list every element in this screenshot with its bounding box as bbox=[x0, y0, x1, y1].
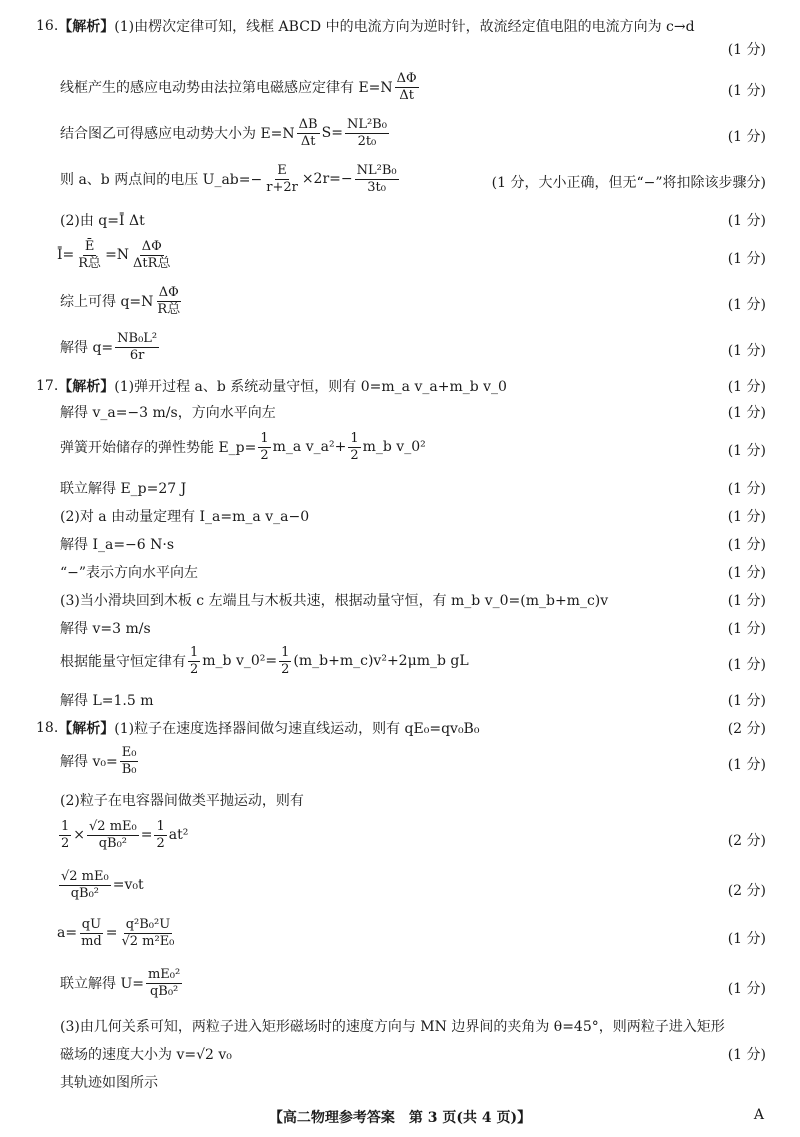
score: (1 分) bbox=[727, 443, 766, 459]
score: (1 分) bbox=[727, 1047, 766, 1063]
fraction: $\frac{\Delta\Phi}{\text{ΔtR总}}$ bbox=[133, 239, 171, 271]
score: (1 分) bbox=[727, 565, 766, 581]
q16-step-emf-value: 结合图乙可得感应电动势大小为 E=N $\frac{\Delta B}{\Delta t}$ S= $\frac{\text{NL²B₀}}{\text{2t₀}}$ (1 分) bbox=[60, 117, 766, 149]
fraction: $\frac{1}{2}$ bbox=[61, 819, 70, 851]
step-text: 解得 q= bbox=[60, 340, 114, 357]
step-text: 解得 v=3 m/s bbox=[60, 621, 151, 637]
step-text: (2)由 q=Ī Δt bbox=[60, 213, 145, 229]
score: (1 分) bbox=[727, 537, 766, 553]
score: (1 分) bbox=[727, 693, 766, 709]
q18-step-1 bbox=[0, 744, 800, 784]
q16-number: 16. bbox=[36, 18, 59, 34]
q18-step-4: $\frac{\text{√2 mE₀}}{\text{qB₀²}}$ =v₀t (2 分) bbox=[61, 869, 766, 901]
q17-step-4 bbox=[0, 504, 800, 528]
score: (1 分) bbox=[727, 379, 766, 395]
q17-header bbox=[0, 374, 800, 398]
q17-step-8 bbox=[0, 616, 800, 640]
q18-step-9 bbox=[0, 1070, 800, 1094]
score: (1 分) bbox=[727, 931, 766, 947]
page-footer bbox=[0, 1107, 800, 1127]
step-text: 则 a、b 两点间的电压 U_ab=− bbox=[60, 172, 263, 189]
step-text: 联立解得 E_p=27 J bbox=[60, 481, 187, 497]
score: (1 分) bbox=[727, 757, 766, 773]
step-text: 弹簧开始储存的弹性势能 E_p= bbox=[60, 440, 257, 457]
q16-step-voltage: 则 a、b 两点间的电压 U_ab=− $\frac{E}{r+2r}$ ×2r=− $\frac{\text{NL²B₀}}{\text{3t₀}}$ (1 分，大小正确，但无“−”将扣除该步骤分) bbox=[60, 163, 766, 195]
step-text: 线框产生的感应电动势由法拉第电磁感应定律有 E=N bbox=[60, 80, 393, 97]
step-text: (3)当小滑块回到木板 c 左端且与木板共速，根据动量守恒，有 m_b v_0=(m_b+m_c)v bbox=[60, 593, 609, 609]
q18-step-2 bbox=[0, 788, 800, 812]
step-text: (2)对 a 由动量定理有 I_a=m_a v_a−0 bbox=[60, 509, 310, 525]
q16-step-current: Ī= $\frac{Ē}{\text{R总}}$ =N $\frac{\Delta\Phi}{\text{ΔtR总}}$ (1 分) bbox=[57, 239, 766, 271]
score: (1 分) bbox=[727, 42, 766, 58]
fraction: $\frac{\Delta\Phi}{\Delta t}$ bbox=[396, 71, 417, 103]
fraction: $\frac{qU}{md}$ bbox=[81, 917, 102, 949]
q17-step-1 bbox=[0, 400, 800, 424]
score: (1 分) bbox=[727, 657, 766, 673]
step-text: 解得 L=1.5 m bbox=[60, 693, 154, 709]
step-text: (2)粒子在电容器间做类平抛运动，则有 bbox=[60, 793, 304, 809]
q17-step-2: 弹簧开始储存的弹性势能 E_p= $\frac{1}{2}$ m_a v_a²+ $\frac{1}{2}$ m_b v_0² (1 分) bbox=[60, 431, 766, 463]
score: (1 分) bbox=[727, 593, 766, 609]
q16-step-combined bbox=[0, 284, 800, 324]
q17-step-3 bbox=[0, 476, 800, 500]
fraction: $\frac{1}{2}$ bbox=[190, 645, 199, 677]
fraction: $\frac{1}{2}$ bbox=[281, 645, 290, 677]
fraction: $\frac{\Delta\Phi}{\text{R总}}$ bbox=[157, 285, 181, 317]
score: (1 分) bbox=[727, 83, 766, 99]
q17-header-text: (1)弹开过程 a、b 系统动量守恒，则有 0=m_a v_a+m_b v_0 bbox=[114, 379, 507, 395]
step-text: 其轨迹如图所示 bbox=[60, 1075, 158, 1091]
step-text: 磁场的速度大小为 v=√2 v₀ bbox=[60, 1047, 232, 1063]
step-text: 根据能量守恒定律有 bbox=[60, 654, 186, 671]
q18-number: 18. bbox=[36, 720, 59, 736]
q18-step-8 bbox=[0, 1042, 800, 1066]
fraction: $\frac{\text{NB₀L²}}{6r}$ bbox=[117, 331, 158, 363]
q17-step-10 bbox=[0, 688, 800, 712]
q16-step-emf bbox=[0, 70, 800, 110]
step-text: (3)由几何关系可知，两粒子进入矩形磁场时的速度方向与 MN 边界间的夹角为 θ=45°，则两粒子进入矩形 bbox=[60, 1019, 725, 1035]
footer-letter: A bbox=[753, 1107, 764, 1123]
score: (1 分) bbox=[727, 481, 766, 497]
score-note: (1 分，大小正确，但无“−”将扣除该步骤分) bbox=[491, 175, 766, 191]
q17-step-6 bbox=[0, 560, 800, 584]
step-text: 解得 v₀= bbox=[60, 754, 118, 771]
score: (1 分) bbox=[727, 509, 766, 525]
score: (1 分) bbox=[727, 129, 766, 145]
step-text: 联立解得 U= bbox=[60, 976, 144, 993]
q18-header bbox=[0, 716, 800, 740]
fraction: $\frac{\text{NL²B₀}}{\text{3t₀}}$ bbox=[356, 163, 397, 195]
q17-step-7 bbox=[0, 588, 800, 612]
fraction: $\frac{E}{r+2r}$ bbox=[266, 163, 298, 195]
q16-header-score-line bbox=[0, 38, 800, 60]
score: (1 分) bbox=[727, 621, 766, 637]
score: (1 分) bbox=[727, 981, 766, 997]
fraction: $\frac{\text{q²B₀²U}}{\text{√2 m²E₀}}$ bbox=[121, 917, 175, 949]
fraction: $\frac{1}{2}$ bbox=[350, 431, 359, 463]
q18-step-3: $\frac{1}{2}$ × $\frac{\text{√2 mE₀}}{\text{qB₀²}}$ = $\frac{1}{2}$ at² (2 分) bbox=[61, 819, 766, 851]
q16-header-text: (1)由楞次定律可知，线框 ABCD 中的电流方向为逆时针，故流经定值电阻的电流方向为 c→d bbox=[114, 19, 695, 35]
score: (2 分) bbox=[727, 833, 766, 849]
q18-step-6 bbox=[0, 966, 800, 1010]
q17-step-9: 根据能量守恒定律有 $\frac{1}{2}$ m_b v_0²= $\frac{1}{2}$ (m_b+m_c)v²+2μm_b gL (1 分) bbox=[60, 645, 766, 677]
fraction: $\frac{\text{√2 mE₀}}{\text{qB₀²}}$ bbox=[61, 869, 109, 901]
step-text: 解得 v_a=−3 m/s，方向水平向左 bbox=[60, 405, 276, 421]
fraction: $\frac{\text{mE₀²}}{\text{qB₀²}}$ bbox=[147, 967, 181, 999]
score: (1 分) bbox=[727, 251, 766, 267]
fraction: $\frac{Ē}{\text{R总}}$ bbox=[78, 239, 102, 271]
q16-step-charge bbox=[0, 208, 800, 232]
step-text: 解得 I_a=−6 N·s bbox=[60, 537, 175, 553]
footer-text: 【高二物理参考答案 第 3 页(共 4 页)】 bbox=[268, 1110, 532, 1126]
fraction: $\frac{1}{2}$ bbox=[156, 819, 165, 851]
q18-tag: 【解析】 bbox=[58, 721, 115, 737]
score: (1 分) bbox=[727, 405, 766, 421]
q16-tag: 【解析】 bbox=[58, 19, 115, 35]
score: (2 分) bbox=[727, 883, 766, 899]
score: (1 分) bbox=[727, 343, 766, 359]
q16-step-result bbox=[0, 330, 800, 370]
fraction: $\frac{\Delta B}{\Delta t}$ bbox=[298, 117, 318, 149]
score: (1 分) bbox=[727, 297, 766, 313]
q17-step-5 bbox=[0, 532, 800, 556]
q18-step-5: a= $\frac{qU}{md}$ = $\frac{\text{q²B₀²U}}{\text{√2 m²E₀}}$ (1 分) bbox=[57, 917, 766, 949]
q18-header-text: (1)粒子在速度选择器间做匀速直线运动，则有 qE₀=qv₀B₀ bbox=[114, 721, 480, 737]
score: (1 分) bbox=[727, 213, 766, 229]
score: (2 分) bbox=[727, 721, 766, 737]
q18-step-7 bbox=[0, 1014, 800, 1038]
step-text: 综上可得 q=N bbox=[60, 294, 154, 311]
step-text: “−”表示方向水平向左 bbox=[60, 565, 199, 581]
q17-tag: 【解析】 bbox=[58, 379, 115, 395]
q16-header bbox=[0, 14, 800, 36]
fraction: $\frac{\text{NL²B₀}}{\text{2t₀}}$ bbox=[346, 117, 387, 149]
fraction: $\frac{\text{E₀}}{\text{B₀}}$ bbox=[121, 745, 137, 777]
fraction: $\frac{\text{√2 mE₀}}{\text{qB₀²}}$ bbox=[89, 819, 137, 851]
q17-number: 17. bbox=[36, 378, 59, 394]
fraction: $\frac{1}{2}$ bbox=[260, 431, 269, 463]
step-text: 结合图乙可得感应电动势大小为 E=N bbox=[60, 126, 295, 143]
